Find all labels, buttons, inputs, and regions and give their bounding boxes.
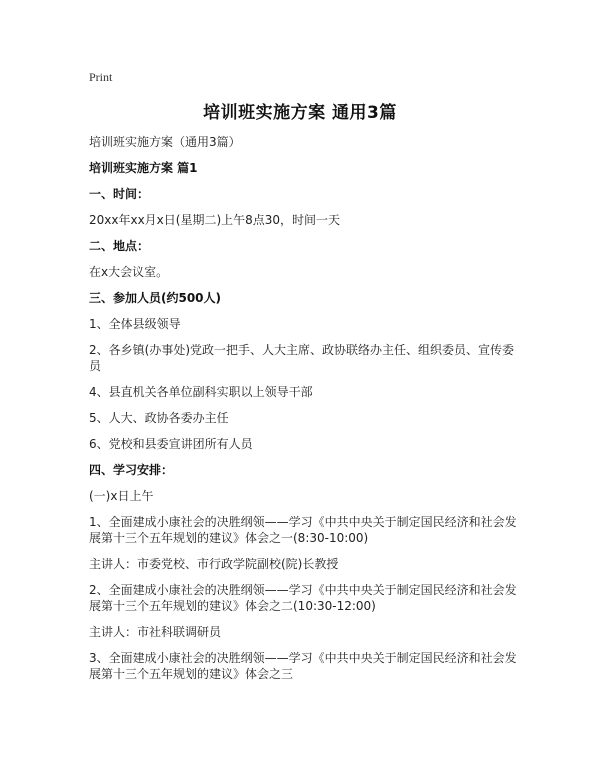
list-item: 3、全面建成小康社会的决胜纲领——学习《中共中央关于制定国民经济和社会发展第十三个五年规划的建议》体会之三	[89, 651, 517, 681]
section-heading: 一、时间：	[89, 187, 150, 201]
list-item: 2、各乡镇(办事处)党政一把手、人大主席、政协联络办主任、组织委员、宣传委员	[89, 343, 515, 373]
paragraph: 主讲人：市委党校、市行政学院副校(院)长教授	[89, 557, 339, 571]
section-heading: 培训班实施方案 篇1	[89, 161, 198, 175]
print-label: Print	[89, 70, 113, 84]
list-item: 1、全面建成小康社会的决胜纲领——学习《中共中央关于制定国民经济和社会发展第十三个五年规划的建议》体会之一(8:30-10:00)	[89, 515, 517, 545]
section-heading: 三、参加人员(约500人)	[89, 291, 222, 305]
document-body	[89, 134, 521, 692]
paragraph: 主讲人：市社科联调研员	[89, 625, 222, 639]
list-item: 4、县直机关各单位副科实职以上领导干部	[89, 385, 313, 399]
list-item: 6、党校和县委宣讲团所有人员	[89, 437, 253, 451]
paragraph: 培训班实施方案（通用3篇）	[89, 135, 241, 149]
paragraph: 在x大会议室。	[89, 265, 169, 279]
list-item: 5、人大、政协各委办主任	[89, 411, 229, 425]
list-item: 2、全面建成小康社会的决胜纲领——学习《中共中央关于制定国民经济和社会发展第十三个五年规划的建议》体会之二(10:30-12:00)	[89, 583, 517, 613]
section-heading: 四、学习安排：	[89, 463, 174, 477]
list-item: 1、全体县级领导	[89, 317, 181, 331]
section-heading: 二、地点：	[89, 239, 150, 253]
document-title: 培训班实施方案 通用3篇	[203, 103, 397, 123]
paragraph: 20xx年xx月x日(星期二)上午8点30，时间一天	[89, 213, 341, 227]
paragraph: (一)x日上午	[89, 489, 154, 503]
